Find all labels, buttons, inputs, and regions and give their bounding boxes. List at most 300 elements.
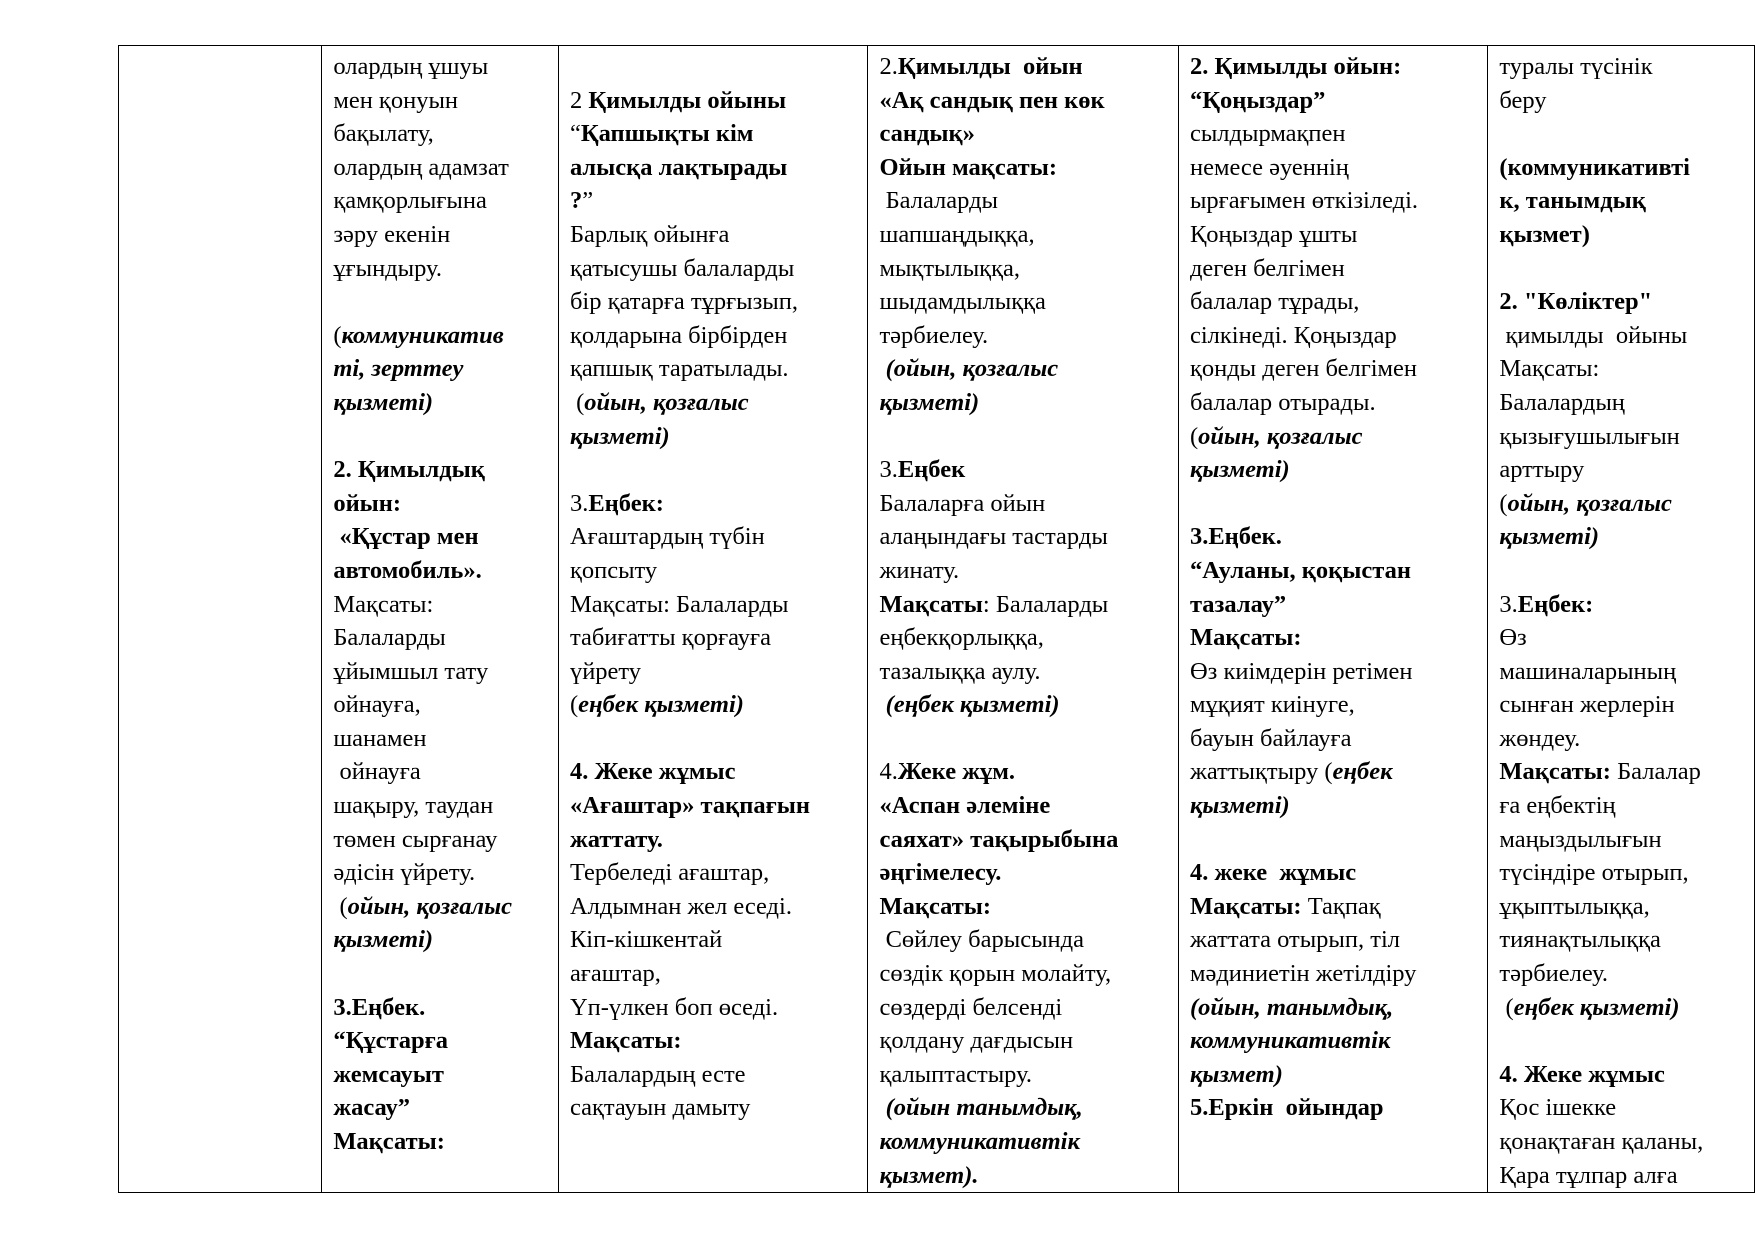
text-line — [570, 218, 863, 252]
text-run: 2 — [569, 86, 589, 114]
text-run: Қара тұлпар алға — [1499, 1161, 1678, 1189]
text-line — [1190, 856, 1482, 890]
text-run: «Құстар мен — [333, 523, 479, 551]
text-line — [1190, 487, 1482, 521]
text-run: ( — [333, 892, 348, 920]
text-line — [879, 386, 1173, 420]
text-run: Өз — [1499, 624, 1527, 652]
text-line — [1499, 1024, 1749, 1058]
text-line — [570, 722, 863, 756]
text-line — [333, 923, 553, 957]
text-run: Кіп-кішкентай — [569, 926, 723, 954]
text-run: қызмет) — [1189, 1060, 1283, 1088]
text-line — [1499, 285, 1749, 319]
text-line — [333, 655, 553, 689]
text-run: бір қатарға тұрғызып, — [569, 288, 798, 316]
text-line — [333, 1125, 553, 1159]
text-line — [1190, 184, 1482, 218]
text-run: Сөйлеу барысында — [879, 926, 1084, 954]
text-run: «Ақ сандық пен көк — [879, 86, 1105, 114]
text-run: «Аспан әлеміне — [879, 792, 1051, 820]
text-line — [1190, 319, 1482, 353]
text-line — [333, 823, 553, 857]
text-line — [333, 453, 553, 487]
text-run: Қимылды ойын — [897, 53, 1083, 80]
column-day-2 — [558, 46, 868, 1193]
text-run: Қимылды ойыны — [588, 86, 787, 114]
text-line — [879, 453, 1173, 487]
text-line — [570, 923, 863, 957]
text-line — [570, 84, 863, 118]
text-run: Еңбек: — [588, 489, 664, 517]
text-line — [1499, 50, 1749, 84]
text-run: (еңбек қызметі) — [879, 691, 1060, 719]
text-run: жемсауыт — [333, 1060, 444, 1088]
text-line — [570, 520, 863, 554]
text-line — [570, 352, 863, 386]
text-line — [1499, 84, 1749, 118]
text-run: ті, зерттеу — [333, 355, 464, 383]
text-line — [570, 285, 863, 319]
text-run: шақыру, таудан — [333, 792, 494, 820]
text-line — [1190, 923, 1482, 957]
text-line — [879, 1058, 1173, 1092]
text-line — [879, 957, 1173, 991]
text-run: балалар отырады. — [1189, 388, 1376, 416]
text-line — [570, 117, 863, 151]
text-line — [333, 991, 553, 1025]
text-line — [879, 1159, 1173, 1193]
text-run: автомобиль». — [333, 556, 482, 584]
text-run: (ойын, қозғалыс — [879, 355, 1059, 383]
text-line — [333, 1058, 553, 1092]
text-line — [1499, 923, 1749, 957]
text-run: Мақсаты: — [333, 1128, 445, 1155]
text-line — [1190, 554, 1482, 588]
text-run: зәру екенін — [333, 220, 451, 248]
text-line — [1190, 352, 1482, 386]
text-line — [1499, 117, 1749, 151]
text-run: ? — [569, 187, 583, 215]
text-line — [333, 285, 553, 319]
text-line — [879, 923, 1173, 957]
text-run: тиянақтылыққа — [1499, 926, 1661, 954]
text-run: ойын, қозғалыс — [584, 388, 749, 416]
text-run: еңбек қызметі) — [578, 691, 744, 719]
text-line — [570, 789, 863, 823]
text-line — [570, 957, 863, 991]
text-run: (ойын, танымдық, — [1189, 993, 1394, 1021]
text-line — [333, 1091, 553, 1125]
text-run: Жеке жұм. — [897, 758, 1016, 786]
text-run: жинату. — [879, 556, 960, 584]
text-run: (ойын танымдық, — [879, 1094, 1083, 1122]
text-run: табиғатты қорғауға — [569, 624, 771, 652]
text-run: қызмет) — [1499, 220, 1590, 248]
text-line — [1190, 84, 1482, 118]
text-run: олардың ұшуы — [333, 53, 489, 80]
text-run: ойын: — [333, 489, 402, 517]
text-line — [570, 1091, 863, 1125]
text-run: ойын, қозғалыс — [347, 892, 512, 920]
text-run: к, танымдық — [1499, 187, 1646, 215]
text-line — [879, 151, 1173, 185]
text-run: алаңындағы тастарды — [879, 523, 1108, 551]
text-run: Еңбек: — [1517, 590, 1594, 618]
text-line — [570, 487, 863, 521]
text-run: қызметі) — [1499, 523, 1600, 551]
text-line — [1190, 252, 1482, 286]
text-run: Мақсаты: — [879, 892, 992, 920]
text-line — [1499, 588, 1749, 622]
text-line — [1499, 218, 1749, 252]
text-run: 3. — [879, 456, 898, 484]
text-run: маңыздылығын — [1499, 825, 1662, 853]
text-run: бақылату, — [333, 120, 434, 148]
text-line — [879, 890, 1173, 924]
text-line — [1190, 722, 1482, 756]
text-run: “Құстарға — [333, 1027, 449, 1055]
text-line — [1499, 453, 1749, 487]
text-line — [570, 823, 863, 857]
text-run: Қоңыздар ұшты — [1189, 220, 1358, 248]
text-run: қопсыту — [569, 556, 658, 584]
text-run: түсіндіре отырып, — [1499, 859, 1689, 887]
text-run: ойнауға — [333, 758, 421, 786]
text-run: қызметі) — [333, 926, 434, 954]
text-run: 3.Еңбек. — [333, 993, 426, 1021]
text-run: Балалардың есте — [569, 1060, 746, 1088]
text-line — [333, 319, 553, 353]
text-run: әдісін үйрету. — [333, 859, 476, 887]
text-run: ойнауға, — [333, 691, 421, 719]
text-run: алысқа лақтырады — [569, 153, 788, 181]
text-run: “Қоңыздар” — [1189, 86, 1326, 114]
text-run: сақтауын дамыту — [569, 1094, 751, 1122]
column-empty — [119, 46, 322, 1193]
text-run: ұйымшыл тату — [333, 657, 489, 685]
text-run: саяхат» тақырыбына — [879, 825, 1119, 853]
text-line — [333, 151, 553, 185]
text-line — [1190, 1091, 1482, 1125]
text-run: Қапшықты кім — [580, 120, 754, 148]
text-run: мұқият киінуге, — [1189, 691, 1355, 719]
text-run: Балаларды — [879, 187, 999, 215]
text-run: Үп-үлкен боп өседі. — [569, 993, 779, 1021]
text-line — [879, 117, 1173, 151]
text-line — [570, 184, 863, 218]
text-run: туралы түсінік — [1499, 53, 1653, 80]
text-run: немесе әуеннің — [1189, 153, 1349, 181]
text-line — [1190, 823, 1482, 857]
text-line — [333, 420, 553, 454]
text-line — [570, 588, 863, 622]
text-line — [879, 856, 1173, 890]
text-run: шанамен — [333, 724, 427, 752]
text-run: қимылды ойыны — [1499, 321, 1688, 349]
text-run: ұғындыру. — [333, 254, 442, 282]
text-run: 4. Жеке жұмыс — [1499, 1060, 1665, 1088]
text-run: Өз киімдерін ретімен — [1189, 657, 1413, 685]
text-line — [1499, 890, 1749, 924]
text-run: әңгімелесу. — [879, 859, 1002, 887]
text-line — [570, 991, 863, 1025]
text-line — [333, 722, 553, 756]
text-line — [333, 621, 553, 655]
text-line — [1190, 688, 1482, 722]
text-line — [879, 319, 1173, 353]
text-run: шапшаңдыққа, — [879, 220, 1035, 248]
text-run: тәрбиелеу. — [879, 321, 989, 349]
text-line — [1190, 520, 1482, 554]
text-line — [879, 688, 1173, 722]
text-line — [333, 218, 553, 252]
text-run: Мақсаты: Балаларды — [569, 590, 789, 618]
text-line — [1499, 420, 1749, 454]
text-line — [879, 655, 1173, 689]
text-line — [1499, 386, 1749, 420]
text-run: Алдымнан жел еседі. — [569, 892, 792, 920]
text-run: олардың адамзат — [333, 153, 509, 181]
text-run: қонақтаған қаланы, — [1499, 1128, 1704, 1155]
text-line — [879, 218, 1173, 252]
text-line — [879, 352, 1173, 386]
text-line — [1499, 755, 1749, 789]
text-run: Балаларды — [333, 624, 446, 652]
text-run: ( — [1499, 993, 1514, 1021]
text-run: тазалыққа аулу. — [879, 657, 1041, 685]
text-run: сөздік қорын молайту, — [879, 960, 1112, 988]
text-run: 4. жеке жұмыс — [1189, 859, 1357, 887]
text-run: қатысушы балаларды — [569, 254, 795, 282]
text-line — [879, 554, 1173, 588]
text-run: ға еңбектің — [1499, 792, 1616, 820]
text-line — [333, 84, 553, 118]
text-line — [1190, 117, 1482, 151]
text-line — [333, 352, 553, 386]
text-line — [333, 386, 553, 420]
text-line — [1499, 1159, 1749, 1193]
text-line — [879, 84, 1173, 118]
text-line — [333, 117, 553, 151]
text-line — [1190, 1058, 1482, 1092]
text-run: балалар тұрады, — [1189, 288, 1360, 316]
text-line — [1190, 50, 1482, 84]
text-line — [570, 1058, 863, 1092]
text-run: Балалардың — [1499, 388, 1625, 416]
text-run: ( — [1499, 489, 1508, 517]
text-line — [1499, 520, 1749, 554]
text-line — [1499, 789, 1749, 823]
text-run: Ағаштардың түбін — [569, 523, 765, 551]
text-line — [879, 1125, 1173, 1159]
text-line — [570, 755, 863, 789]
text-line — [570, 420, 863, 454]
text-run: мәдиниетін жетілдіру — [1189, 960, 1417, 988]
text-run: Тербеледі ағаштар, — [569, 859, 770, 887]
text-line — [1190, 991, 1482, 1025]
text-run: деген белгімен — [1189, 254, 1345, 282]
text-line — [570, 252, 863, 286]
text-line — [570, 890, 863, 924]
text-run: ( — [569, 691, 579, 719]
text-run: еңбек қызметі) — [1513, 993, 1680, 1021]
text-line — [1499, 319, 1749, 353]
text-run: жөндеу. — [1499, 724, 1581, 752]
text-line — [879, 520, 1173, 554]
text-run: Еңбек — [897, 456, 966, 484]
text-run: : Балаларды — [982, 590, 1109, 618]
text-run: қызмет). — [879, 1161, 979, 1189]
text-line — [879, 420, 1173, 454]
text-line — [1499, 655, 1749, 689]
text-run: қамқорлығына — [333, 187, 487, 215]
text-run: сілкінеді. Қоңыздар — [1189, 321, 1397, 349]
text-line — [570, 856, 863, 890]
text-run: машиналарының — [1499, 657, 1677, 685]
text-line — [1190, 755, 1482, 789]
text-line — [879, 588, 1173, 622]
text-line — [1499, 1091, 1749, 1125]
text-run: мен қонуын — [333, 86, 459, 114]
text-run: қапшық таратылады. — [569, 355, 789, 383]
column-day-4 — [1178, 46, 1487, 1193]
text-run: тәрбиелеу. — [1499, 960, 1609, 988]
text-line — [1499, 252, 1749, 286]
text-run: 2. Қимылды ойын: — [1189, 53, 1402, 80]
text-line — [1190, 588, 1482, 622]
text-line — [879, 487, 1173, 521]
text-line — [333, 1024, 553, 1058]
text-run: сандық» — [879, 120, 975, 148]
text-line — [879, 789, 1173, 823]
text-line — [1499, 1058, 1749, 1092]
text-run: коммуникативтік — [879, 1128, 1080, 1155]
text-run: 2. — [879, 53, 898, 80]
text-run: Балаларға ойын — [879, 489, 1046, 517]
text-run: “Ауланы, қоқыстан — [1189, 556, 1411, 584]
text-run: қызметі) — [569, 422, 670, 450]
text-line — [1499, 184, 1749, 218]
text-run: Барлық ойынға — [569, 220, 730, 248]
text-line — [570, 386, 863, 420]
text-line — [1190, 890, 1482, 924]
text-line — [570, 688, 863, 722]
text-line — [1190, 957, 1482, 991]
text-run: үйрету — [569, 657, 642, 685]
text-run: 2. "Көліктер" — [1499, 288, 1653, 316]
text-run: жасау” — [333, 1094, 411, 1122]
text-run: Қос ішекке — [1499, 1094, 1617, 1122]
text-run: Балалар — [1610, 758, 1701, 786]
text-run: сынған жерлерін — [1499, 691, 1675, 719]
text-line — [1499, 823, 1749, 857]
text-run: сөздерді белсенді — [879, 993, 1063, 1021]
text-run: 5.Еркін ойындар — [1189, 1094, 1384, 1122]
text-run: қызметі) — [1189, 456, 1290, 484]
text-run: 3.Еңбек. — [1189, 523, 1282, 551]
text-line — [570, 50, 863, 84]
text-line — [1499, 151, 1749, 185]
text-line — [879, 1024, 1173, 1058]
text-run: ырғағымен өткізіледі. — [1189, 187, 1419, 215]
text-line — [1190, 386, 1482, 420]
text-line — [570, 319, 863, 353]
text-line — [333, 554, 553, 588]
text-run: Тақпақ — [1301, 892, 1381, 920]
text-line — [570, 1024, 863, 1058]
text-run: Мақсаты: — [1499, 758, 1611, 786]
text-run: еңбек — [1332, 758, 1393, 786]
text-line — [1499, 487, 1749, 521]
text-run: қызметі) — [333, 388, 434, 416]
text-line — [879, 722, 1173, 756]
text-line — [1499, 621, 1749, 655]
text-line — [1499, 957, 1749, 991]
text-line — [879, 50, 1173, 84]
text-line — [1499, 722, 1749, 756]
text-line — [879, 755, 1173, 789]
text-line — [570, 151, 863, 185]
text-run: қызметі) — [879, 388, 980, 416]
text-line — [1190, 151, 1482, 185]
text-line — [570, 554, 863, 588]
text-run: Мақсаты: — [1499, 355, 1600, 383]
text-run: Мақсаты: — [333, 590, 434, 618]
text-line — [1499, 991, 1749, 1025]
text-run: ( — [1189, 422, 1199, 450]
text-line — [1190, 655, 1482, 689]
text-run: ( — [333, 321, 342, 349]
text-run: арттыру — [1499, 456, 1585, 484]
text-line — [333, 252, 553, 286]
text-run: қызығушылығын — [1499, 422, 1680, 450]
text-run: жаттықтыру ( — [1189, 758, 1333, 786]
text-line — [879, 991, 1173, 1025]
column-day-3 — [868, 46, 1179, 1193]
column-day-5 — [1488, 46, 1755, 1193]
text-line — [333, 184, 553, 218]
text-run: қызметі) — [1189, 792, 1290, 820]
text-line — [570, 655, 863, 689]
text-line — [333, 890, 553, 924]
text-run: 2. Қимылдық — [333, 456, 485, 484]
text-run: Мақсаты: — [569, 1027, 682, 1055]
text-run: қолдану дағдысын — [879, 1027, 1074, 1055]
text-run: қалыптастыру. — [879, 1060, 1033, 1088]
text-run: еңбекқорлыққа, — [879, 624, 1044, 652]
text-line — [333, 520, 553, 554]
text-run: коммуникатив — [341, 321, 504, 349]
text-run: Мақсаты: — [1189, 892, 1302, 920]
text-run: төмен сырғанау — [333, 825, 498, 853]
text-run: ойын, қозғалыс — [1198, 422, 1363, 450]
text-run: 3. — [1499, 590, 1518, 618]
text-run: ойын, қозғалыс — [1507, 489, 1672, 517]
text-run: (коммуникативті — [1499, 153, 1690, 181]
text-line — [333, 789, 553, 823]
text-line — [1190, 1024, 1482, 1058]
text-line — [1499, 856, 1749, 890]
table-row — [119, 46, 1755, 1193]
text-line — [570, 621, 863, 655]
text-run: қолдарына бірбірден — [569, 321, 788, 349]
text-line — [1190, 218, 1482, 252]
text-run: бауын байлауға — [1189, 724, 1352, 752]
text-line — [879, 823, 1173, 857]
text-run: беру — [1499, 86, 1547, 114]
text-line — [1499, 554, 1749, 588]
